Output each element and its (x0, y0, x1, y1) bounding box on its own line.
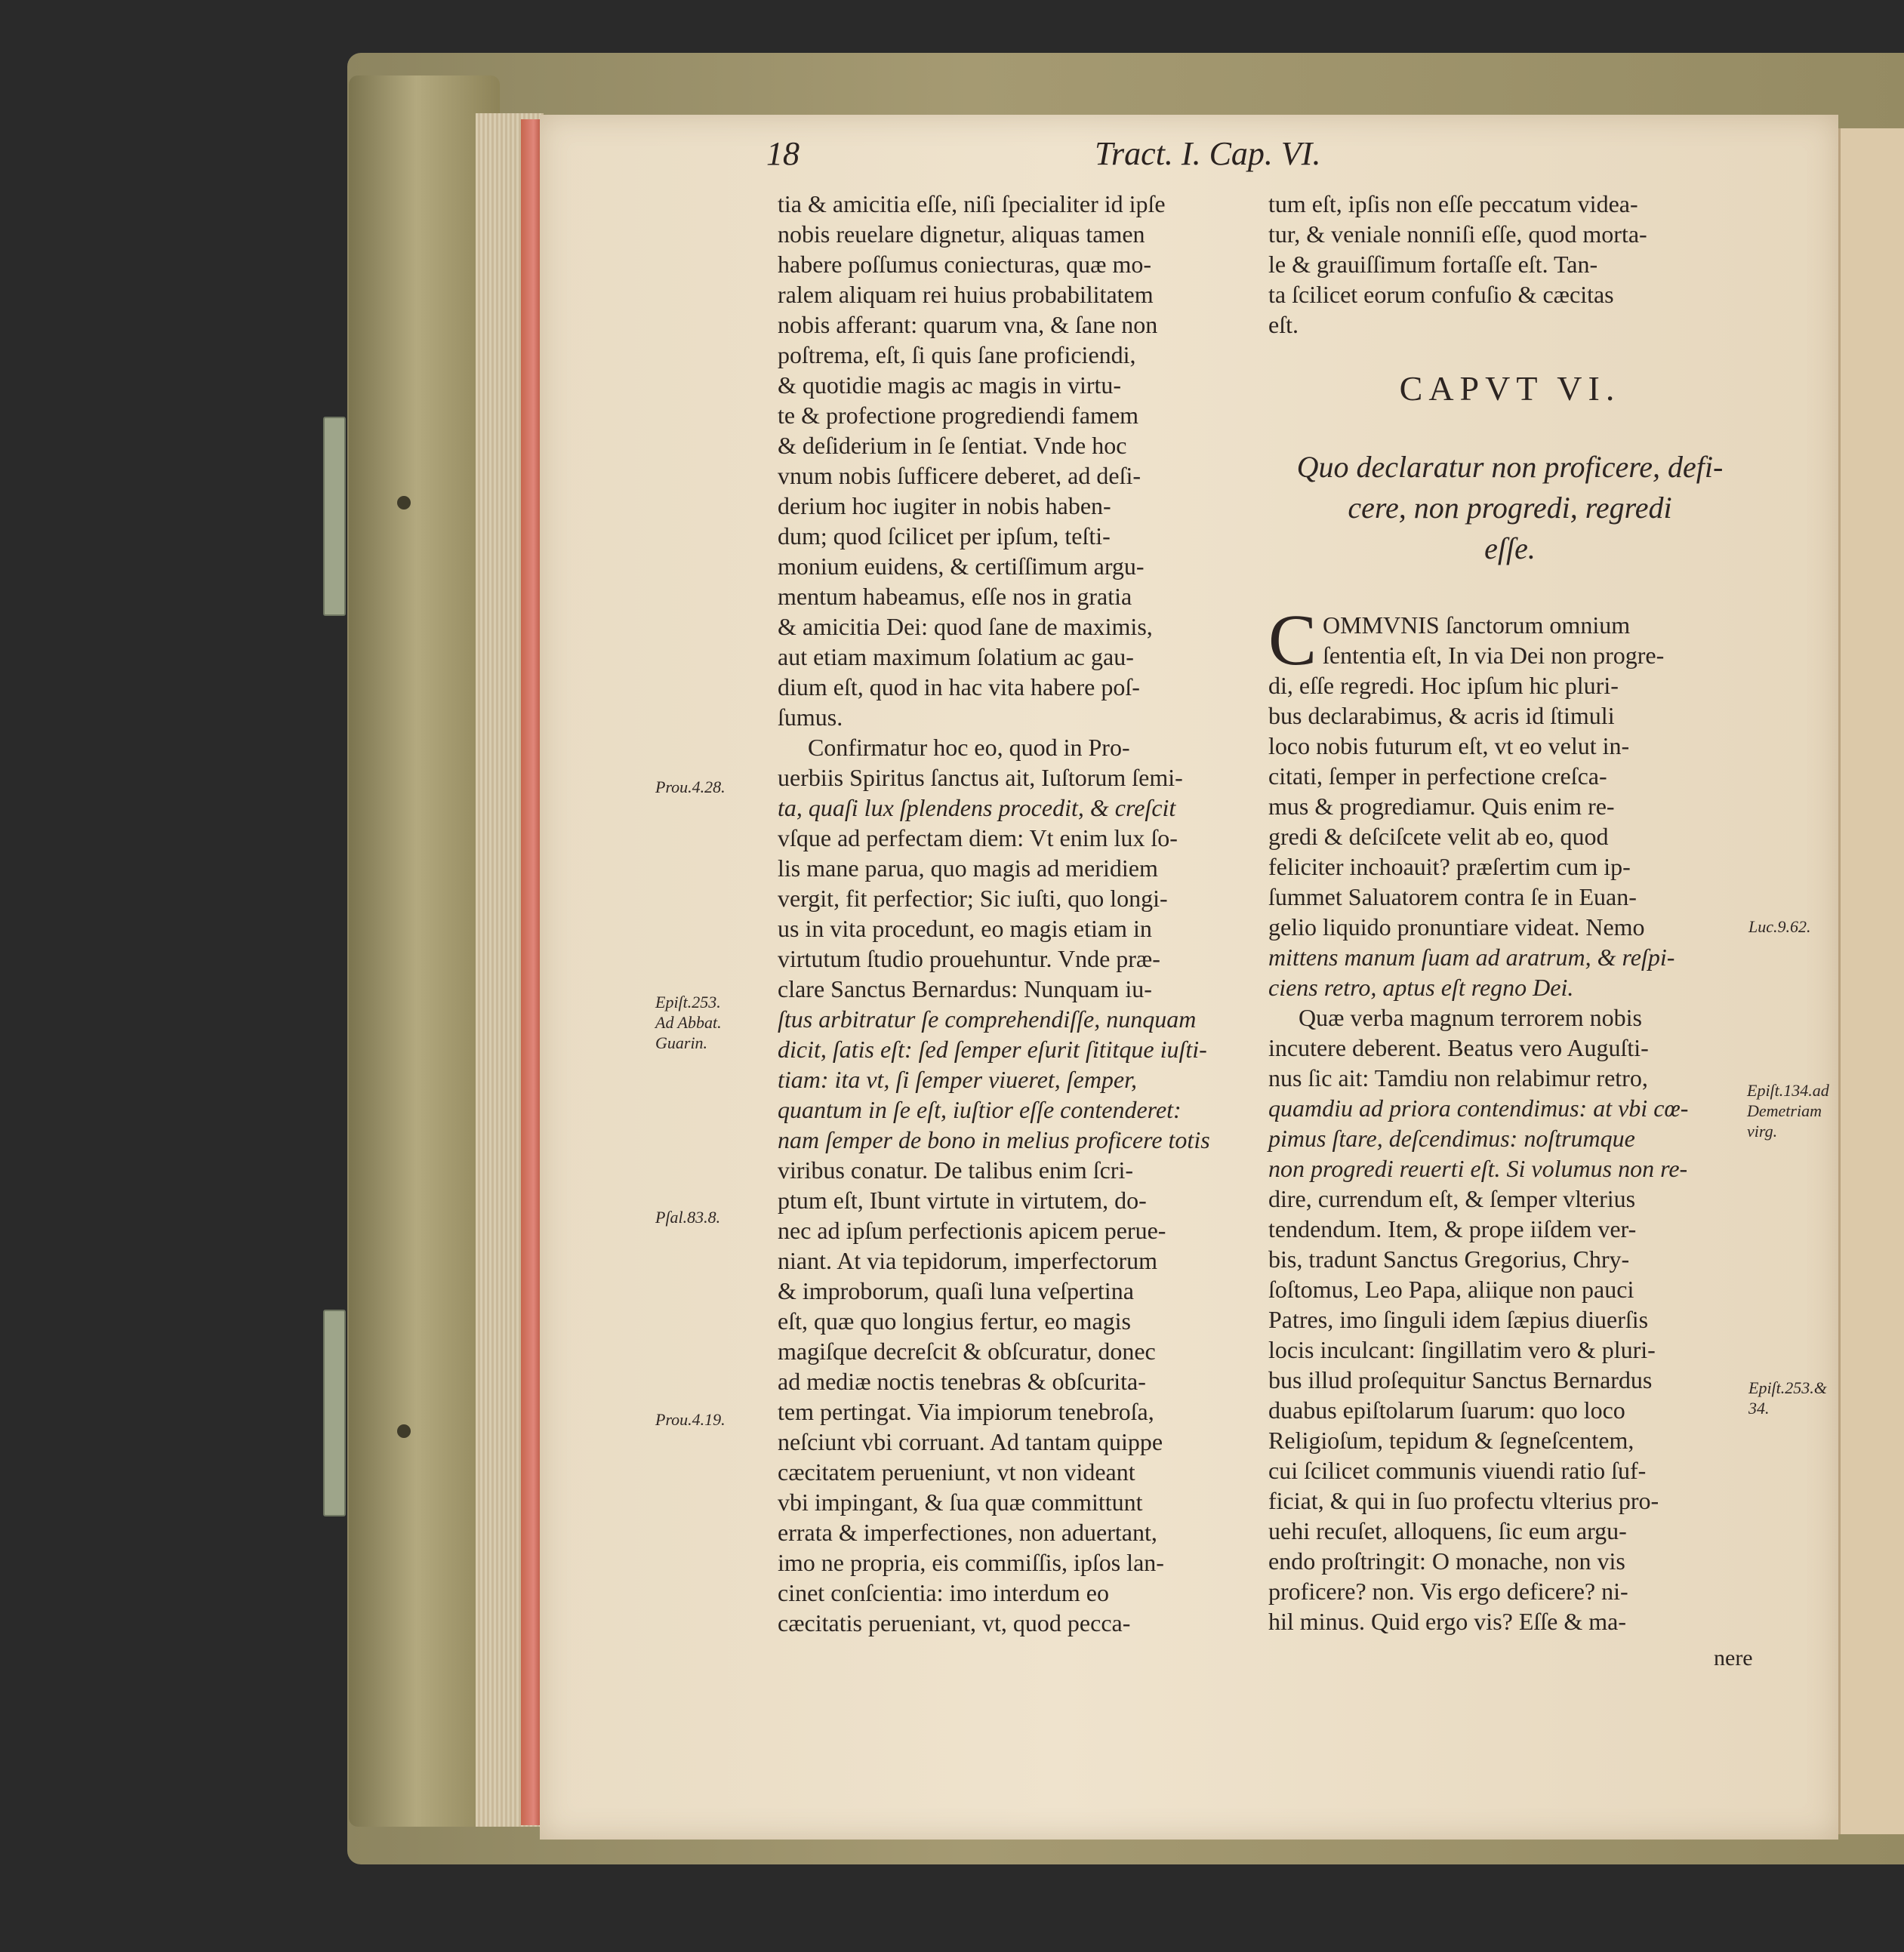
text-line: derium hoc iugiter in nobis haben- (778, 492, 1111, 519)
margin-note: Prou.4.28. (655, 777, 726, 796)
text-line: Confirmatur hoc eo, quod in Pro- (808, 734, 1130, 761)
text-line: tiam: ita vt, ſi ſemper viueret, ſemper, (778, 1066, 1138, 1093)
text-line: ſententia eſt, In via Dei non progre- (1323, 642, 1665, 669)
text-line: ta ſcilicet eorum confuſio & cæcitas (1268, 281, 1614, 308)
text-line: quamdiu ad priora contendimus: at vbi cœ- (1268, 1095, 1689, 1122)
text-line: & amicitia Dei: quod ſane de maximis, (778, 613, 1153, 640)
text-line: virtutum ſtudio prouehuntur. Vnde præ- (778, 945, 1160, 972)
margin-note: Epiſt.134.ad (1747, 1081, 1829, 1100)
clasp-lower (323, 1310, 346, 1516)
text-line: tia & amicitia eſſe, niſi ſpecialiter id ipſe (778, 190, 1166, 217)
text-line: bus declarabimus, & acris id ſtimuli (1268, 702, 1615, 729)
text-line: vergit, fit perfectior; Sic iuſti, quo longi- (778, 885, 1168, 912)
text-line: tem pertingat. Via impiorum tenebroſa, (778, 1398, 1154, 1425)
text-line: non progredi reuerti eſt. Si volumus non re- (1268, 1155, 1688, 1182)
text-line: endo proſtringit: O monache, non vis (1268, 1547, 1625, 1575)
text-line: poſtrema, eſt, ſi quis ſane proficiendi, (778, 341, 1136, 368)
text-line: habere poſſumus coniecturas, quæ mo- (778, 251, 1151, 278)
text-line: vnum nobis ſufficere deberet, ad deſi- (778, 462, 1141, 489)
text-line: monium euidens, & certiſſimum argu- (778, 553, 1145, 580)
text-line: ſumus. (778, 704, 843, 731)
text-line: aut etiam maximum ſolatium ac gau- (778, 643, 1134, 670)
rivet-upper (397, 496, 411, 510)
right-text-column-top (1268, 189, 1736, 340)
text-line: & deſiderium in ſe ſentiat. Vnde hoc (778, 432, 1127, 459)
text-line: gelio liquido pronuntiare videat. Nemo (1268, 913, 1645, 941)
margin-note: Demetriam (1747, 1101, 1822, 1120)
chapter-subtitle-line: Quo declaratur non proficere, defi- (1296, 450, 1724, 484)
text-line: & quotidie magis ac magis in virtu- (778, 371, 1122, 399)
text-line: cinet conſcientia: imo interdum eo (778, 1579, 1109, 1606)
text-line: hil minus. Quid ergo vis? Eſſe & ma- (1268, 1608, 1627, 1635)
left-text-column (778, 189, 1246, 1638)
text-line: errata & imperfectiones, non aduertant, (778, 1519, 1157, 1546)
text-line: ad mediæ noctis tenebras & obſcurita- (778, 1368, 1146, 1395)
text-line: clare Sanctus Bernardus: Nunquam iu- (778, 975, 1152, 1002)
margin-note: Ad Abbat. (655, 1013, 722, 1032)
margin-note: Luc.9.62. (1748, 917, 1811, 936)
text-line: ptum eſt, Ibunt virtute in virtutem, do- (778, 1187, 1147, 1214)
text-line: tum eſt, ipſis non eſſe peccatum videa- (1268, 190, 1638, 217)
text-line: vbi impingant, & ſua quæ committunt (778, 1489, 1143, 1516)
text-line: proficere? non. Vis ergo deficere? ni- (1268, 1578, 1628, 1605)
text-line: gredi & deſciſcete velit ab eo, quod (1268, 823, 1609, 850)
text-line: tendendum. Item, & prope iiſdem ver- (1268, 1215, 1637, 1242)
margin-note: 34. (1748, 1399, 1770, 1418)
text-line: tur, & veniale nonniſi eſſe, quod morta- (1268, 220, 1647, 248)
text-line: uerbiis Spiritus ſanctus ait, Iuſtorum ſemi- (778, 764, 1183, 791)
text-line: OMMVNIS ſanctorum omnium (1323, 611, 1631, 639)
text-line: di, eſſe regredi. Hoc ipſum hic pluri- (1268, 672, 1619, 699)
text-line: magiſque decreſcit & obſcuratur, donec (778, 1338, 1156, 1365)
text-line: ſoſtomus, Leo Papa, aliique non pauci (1268, 1276, 1634, 1303)
chapter-title: CAPVT VI. (1399, 369, 1621, 408)
facing-page-edge (1838, 128, 1904, 1834)
text-line: feliciter inchoauit? præſertim cum ip- (1268, 853, 1631, 880)
text-line: Quæ verba magnum terrorem nobis (1299, 1004, 1642, 1031)
text-line: uehi recuſet, alloquens, ſic eum argu- (1268, 1517, 1627, 1544)
text-line: mus & progrediamur. Quis enim re- (1268, 793, 1615, 820)
margin-note: Epiſt.253.& (1748, 1378, 1827, 1397)
red-page-edge (521, 119, 542, 1825)
text-line: ralem aliquam rei huius probabilitatem (778, 281, 1154, 308)
chapter-subtitle (1268, 447, 1751, 569)
margin-note: Pſal.83.8. (655, 1208, 721, 1227)
text-line: dire, currendum eſt, & ſemper vlterius (1268, 1185, 1636, 1212)
text-line: nec ad ipſum perfectionis apicem perue- (778, 1217, 1166, 1244)
text-line: dicit, ſatis eſt: ſed ſemper eſurit ſititque iuſti- (778, 1036, 1207, 1063)
text-line: bis, tradunt Sanctus Gregorius, Chry- (1268, 1245, 1630, 1273)
margin-note: Prou.4.19. (655, 1410, 726, 1429)
text-line: ta, quaſi lux ſplendens procedit, & creſcit (778, 794, 1176, 821)
text-line: duabus epiſtolarum ſuarum: quo loco (1268, 1396, 1625, 1424)
text-line: cæcitatis perueniant, vt, quod pecca- (778, 1609, 1131, 1636)
text-line: & improborum, quaſi luna veſpertina (778, 1277, 1134, 1304)
page-number: 18 (766, 135, 799, 172)
text-line: dum; quod ſcilicet per ipſum, teſti- (778, 522, 1111, 550)
text-line: Patres, imo ſinguli idem ſæpius diuerſis (1268, 1306, 1649, 1333)
text-line: Religioſum, tepidum & ſegneſcentem, (1268, 1427, 1634, 1454)
text-line: cæcitatem perueniunt, vt non videant (778, 1458, 1135, 1486)
text-line: quantum in ſe eſt, iuſtior eſſe contenderet: (778, 1096, 1182, 1123)
text-line: loco nobis futurum eſt, vt eo velut in- (1268, 732, 1630, 759)
text-line: mentum habeamus, eſſe nos in gratia (778, 583, 1132, 610)
text-line: te & profectione progrediendi famem (778, 402, 1139, 429)
text-line: neſciunt vbi corruant. Ad tantam quippe (778, 1428, 1163, 1455)
catchword: nere (1714, 1646, 1753, 1670)
text-line: nus ſic ait: Tamdiu non relabimur retro, (1268, 1064, 1648, 1091)
drop-capital: C (1268, 599, 1317, 680)
text-line: dium eſt, quod in hac vita habere poſ- (778, 673, 1140, 700)
text-line: us in vita procedunt, eo magis etiam in (778, 915, 1152, 942)
chapter-subtitle-line: cere, non progredi, regredi (1348, 491, 1672, 525)
text-line: ſummet Saluatorem contra ſe in Euan- (1268, 883, 1637, 910)
margin-note: Epiſt.253. (655, 993, 721, 1011)
text-line: niant. At via tepidorum, imperfectorum (778, 1247, 1157, 1274)
text-line: le & grauiſſimum fortaſſe eſt. Tan- (1268, 251, 1598, 278)
text-line: citati, ſemper in perfectione creſca- (1268, 762, 1607, 790)
text-line: incutere deberent. Beatus vero Auguſti- (1268, 1034, 1649, 1061)
text-line: eſt, quæ quo longius fertur, eo magis (778, 1307, 1131, 1335)
chapter-subtitle-line: eſſe. (1484, 531, 1536, 565)
text-line: ſtus arbitratur ſe comprehendiſſe, nunquam (778, 1005, 1197, 1033)
text-line: nobis reuelare dignetur, aliquas tamen (778, 220, 1145, 248)
text-line: lis mane parua, quo magis ad meridiem (778, 854, 1158, 882)
text-line: eſt. (1268, 311, 1299, 338)
right-text-column-body (1268, 610, 1751, 1636)
text-line: vſque ad perfectam diem: Vt enim lux ſo- (778, 824, 1178, 851)
rivet-lower (397, 1424, 411, 1438)
margin-note: virg. (1747, 1122, 1778, 1141)
clasp-upper (323, 417, 346, 616)
text-line: viribus conatur. De talibus enim ſcri- (778, 1156, 1133, 1184)
text-line: pimus ſtare, deſcendimus: noſtrumque (1268, 1125, 1635, 1152)
text-line: ficiat, & qui in ſuo profectu vlterius pro- (1268, 1487, 1659, 1514)
text-line: imo ne propria, eis commiſſis, ipſos lan- (778, 1549, 1164, 1576)
text-line: cui ſcilicet communis viuendi ratio ſuf- (1268, 1457, 1647, 1484)
text-line: bus illud proſequitur Sanctus Bernardus (1268, 1366, 1653, 1393)
text-line: locis inculcant: ſingillatim vero & pluri- (1268, 1336, 1656, 1363)
text-line: ciens retro, aptus eſt regno Dei. (1268, 974, 1574, 1001)
running-title: Tract. I. Cap. VI. (1095, 135, 1321, 172)
text-line: nobis afferant: quarum vna, & ſane non (778, 311, 1158, 338)
text-line: mittens manum ſuam ad aratrum, & reſpi- (1268, 944, 1675, 971)
margin-note: Guarin. (655, 1033, 708, 1052)
text-line: nam ſemper de bono in melius proficere totis (778, 1126, 1210, 1153)
